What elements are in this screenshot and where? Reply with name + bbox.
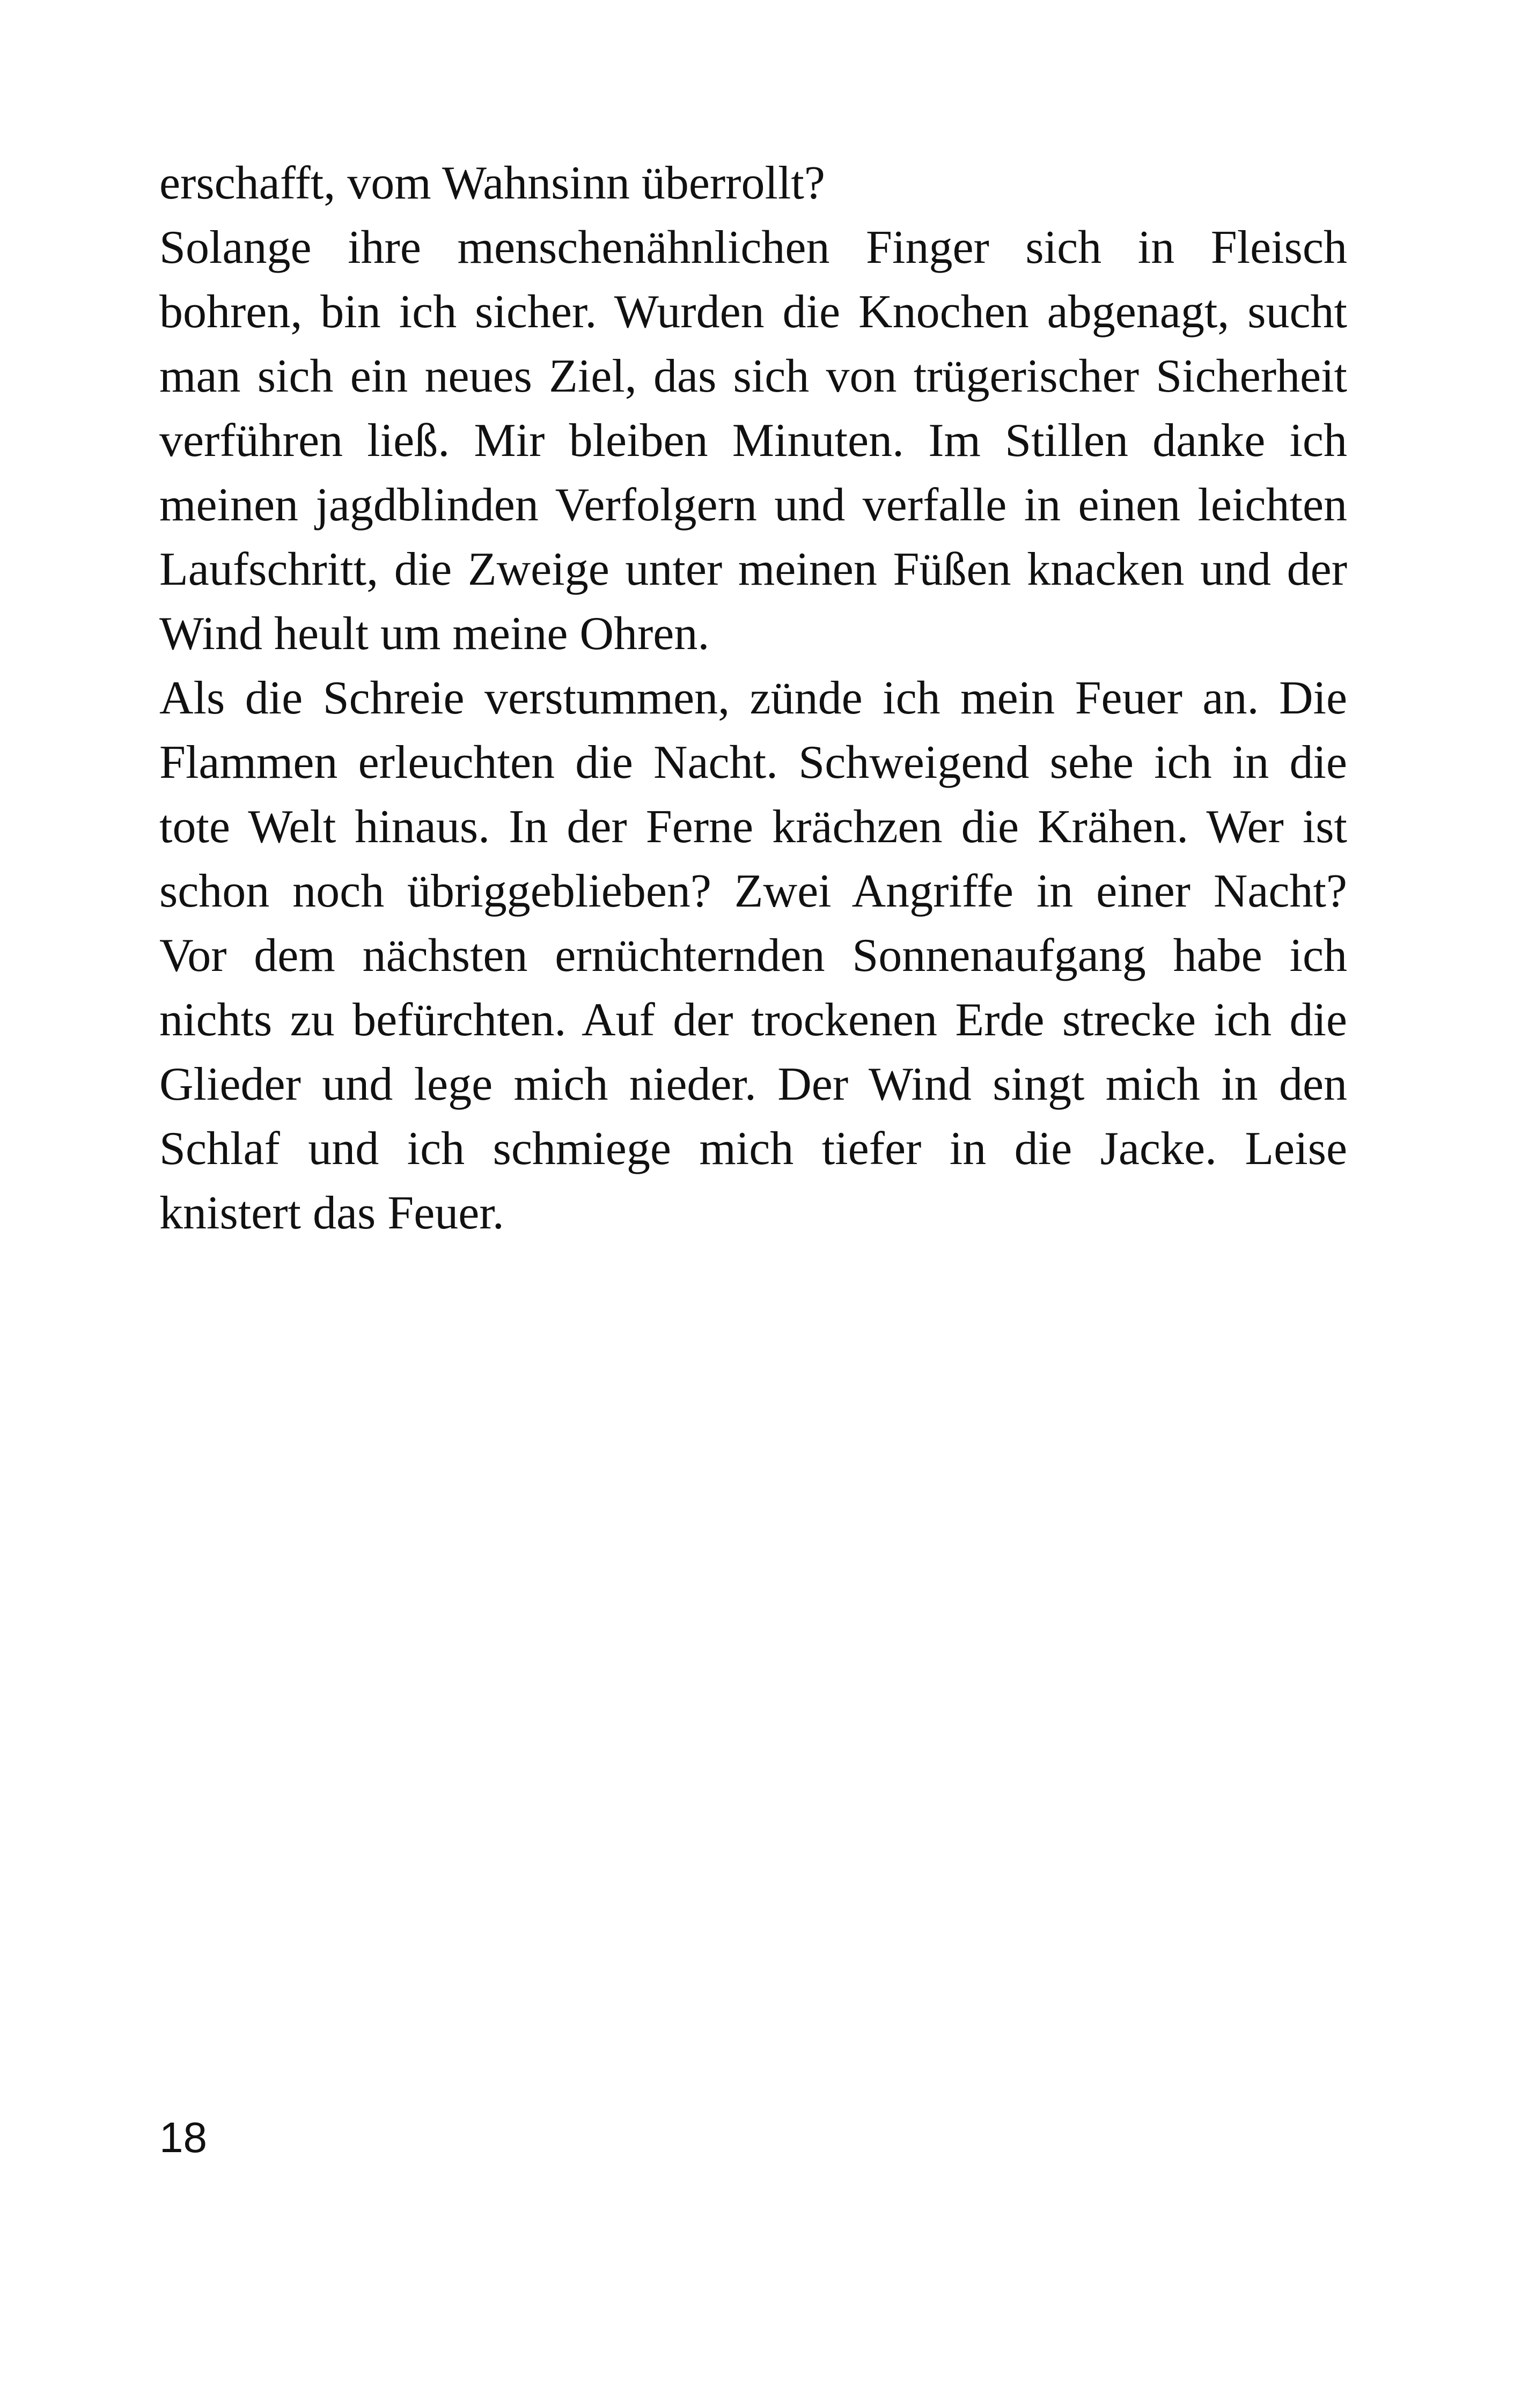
text-line: Glieder und lege mich nieder. Der Wind singt mich in den (159, 1058, 1347, 1110)
text-line: Laufschritt, die Zweige unter meinen Füßen knacken und der (159, 543, 1347, 595)
text-line: verführen ließ. Mir bleiben Minuten. Im Stillen danke ich (159, 415, 1347, 467)
text-line: Als die Schreie verstummen, zünde ich mein Feuer an. Die (159, 672, 1347, 724)
page-number: 18 (159, 2114, 207, 2161)
text-line: man sich ein neues Ziel, das sich von trügerischer Sicherheit (159, 350, 1347, 402)
text-line: Flammen erleuchten die Nacht. Schweigend sehe ich in die (159, 737, 1347, 789)
text-line: erschafft, vom Wahnsinn überrollt? (159, 157, 825, 209)
text-line: Vor dem nächsten ernüchternden Sonnenaufgang habe ich (159, 930, 1347, 982)
text-line: nichts zu befürchten. Auf der trockenen Erde strecke ich die (159, 994, 1347, 1046)
text-line: bohren, bin ich sicher. Wurden die Knochen abgenagt, sucht (159, 286, 1347, 338)
text-line: Solange ihre menschenähnlichen Finger sich in Fleisch (159, 222, 1347, 274)
text-line: meinen jagdblinden Verfolgern und verfalle in einen leichten (159, 479, 1347, 531)
text-line: schon noch übriggeblieben? Zwei Angriffe in einer Nacht? (159, 865, 1347, 917)
text-line: Wind heult um meine Ohren. (159, 608, 710, 660)
text-line: knistert das Feuer. (159, 1187, 504, 1239)
text-line: tote Welt hinaus. In der Ferne krächzen die Krähen. Wer ist (159, 801, 1347, 853)
text-line: Schlaf und ich schmiege mich tiefer in die Jacke. Leise (159, 1123, 1347, 1175)
body-text (159, 151, 1347, 1246)
